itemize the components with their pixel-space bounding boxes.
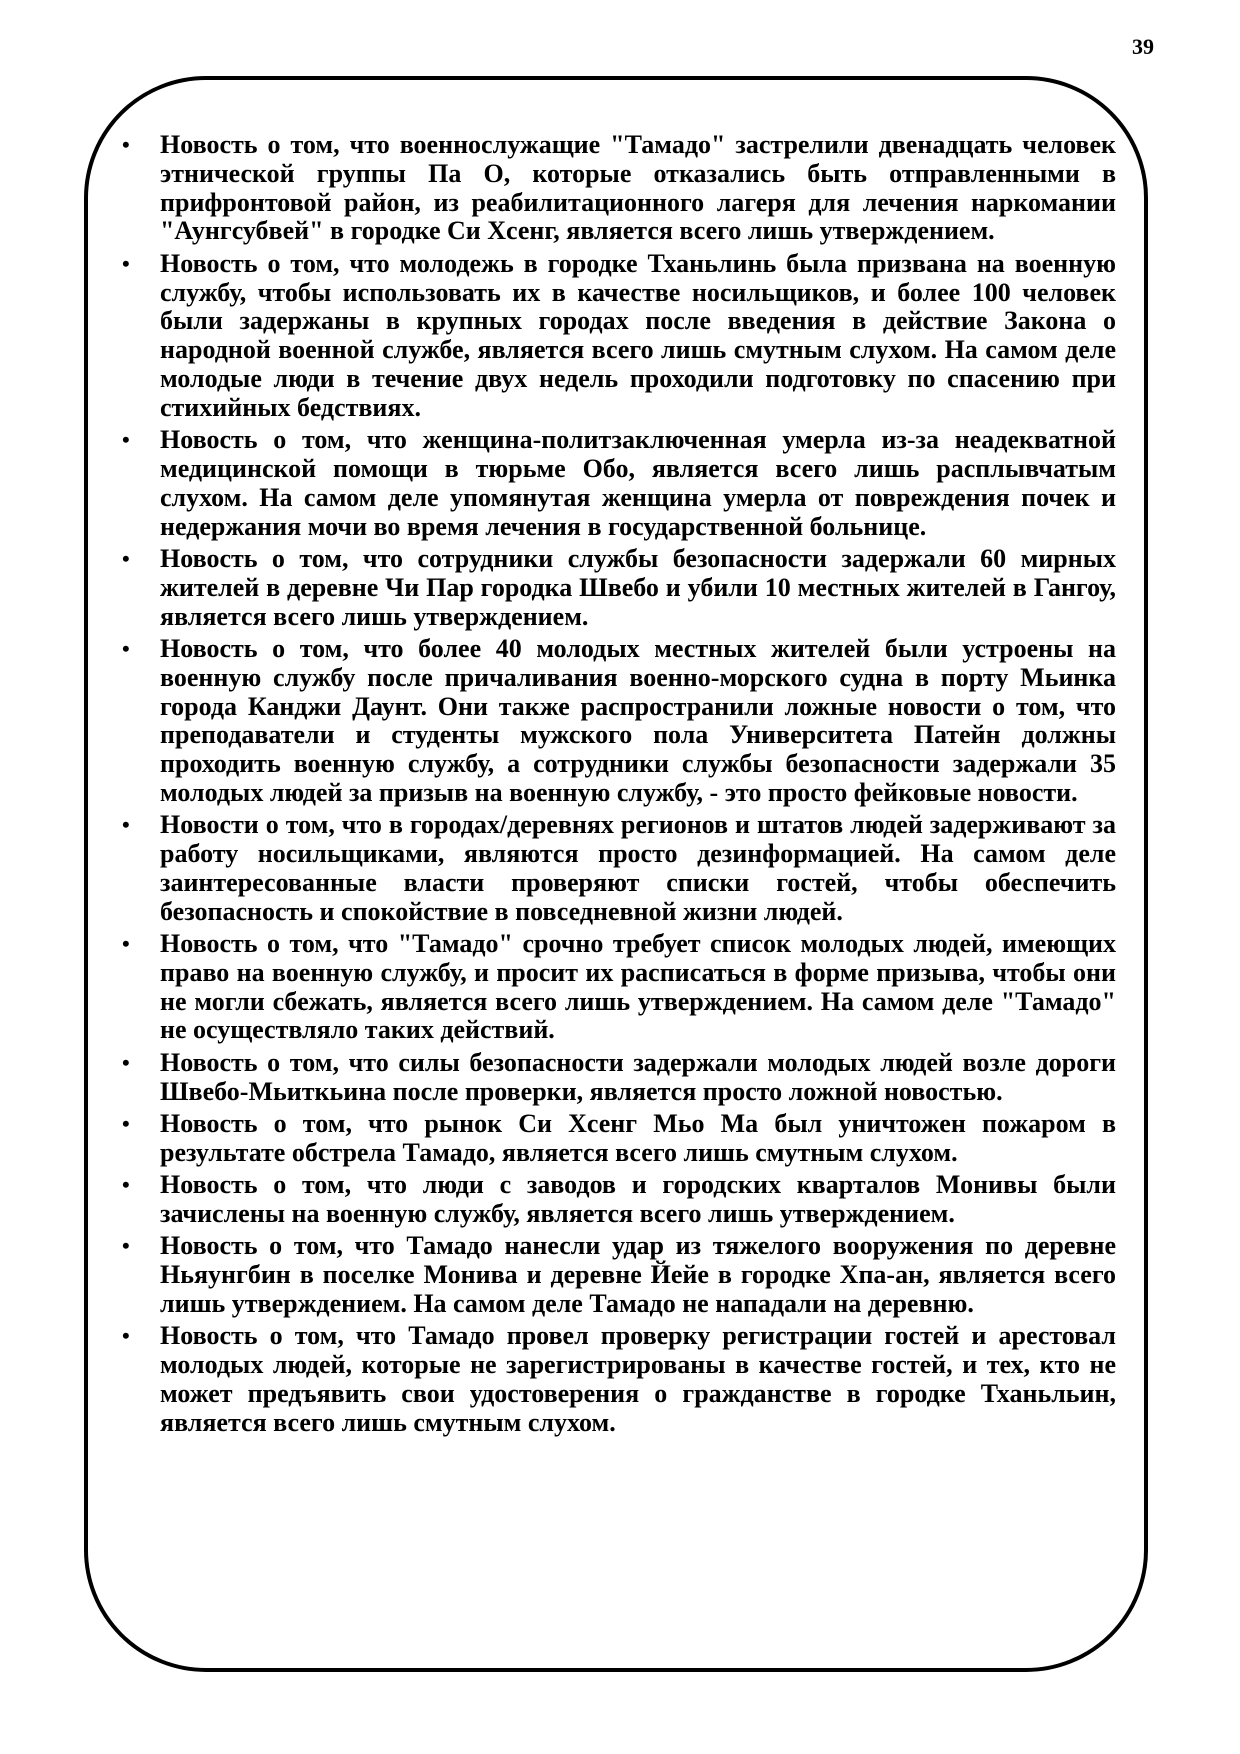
news-list bbox=[118, 131, 1116, 1441]
news-item bbox=[118, 635, 1116, 808]
bullet-icon: • bbox=[122, 931, 130, 957]
bullet-icon: • bbox=[122, 427, 130, 453]
bullet-icon: • bbox=[122, 1172, 130, 1198]
news-item bbox=[118, 131, 1116, 246]
bullet-icon: • bbox=[122, 250, 130, 276]
news-item bbox=[118, 930, 1116, 1045]
news-item bbox=[118, 545, 1116, 631]
news-item-text: Новость о том, что военнослужащие "Тамадо" застрелили двенадцать человек этнической группы Па О, которые отказались быть отправленными в прифронтовой район, из реабилитационного лагеря для лечения наркомании "Аунгсубвей" в городке Си Хсенг, является всего лишь утверждением. bbox=[160, 130, 1116, 246]
news-item bbox=[118, 1110, 1116, 1168]
news-item bbox=[118, 1322, 1116, 1437]
bullet-icon: • bbox=[122, 132, 130, 157]
news-item-text: Новость о том, что силы безопасности задержали молодых людей возле дороги Швебо-Мьиткьина после проверки, является просто ложной новостью. bbox=[160, 1047, 1116, 1106]
news-item bbox=[118, 250, 1116, 423]
news-item-text: Новость о том, что более 40 молодых местных жителей были устроены на военную службу после причаливания военно-морского судна в порту Мьинка города Канджи Даунт. Они также распространили ложные новости о том, что преподаватели и студенты мужского пола Университета Патейн должны проходить военную службу, а сотрудники службы безопасности задержали 35 молодых людей за призыв на военную службу, - это просто фейковые новости. bbox=[160, 633, 1116, 807]
bullet-icon: • bbox=[122, 1049, 130, 1075]
bullet-icon: • bbox=[122, 812, 130, 838]
news-item bbox=[118, 1049, 1116, 1107]
bullet-icon: • bbox=[122, 1111, 130, 1137]
news-item-text: Новость о том, что Тамадо нанесли удар из тяжелого вооружения по деревне Ньяунгбин в поселке Монива и деревне Йейе в городке Хпа-ан, является всего лишь утверждением. На самом деле Тамадо не нападали на деревню. bbox=[160, 1231, 1116, 1319]
bullet-icon: • bbox=[122, 545, 130, 571]
news-item-text: Новость о том, что люди с заводов и городских кварталов Монивы были зачислены на военную службу, является всего лишь утверждением. bbox=[160, 1170, 1116, 1229]
bullet-icon: • bbox=[122, 1323, 130, 1349]
news-item-text: Новость о том, что Тамадо провел проверку регистрации гостей и арестовал молодых людей, которые не зарегистрированы в качестве гостей, и тех, кто не может предъявить свои удостоверения о гражданстве в городке Тханьльин, является всего лишь смутным слухом. bbox=[160, 1321, 1116, 1437]
news-item-text: Новости о том, что в городах/деревнях регионов и штатов людей задерживают за работу носильщиками, являются просто дезинформацией. На самом деле заинтересованные власти проверяют списки гостей, чтобы обеспечить безопасность и спокойствие в повседневной жизни людей. bbox=[160, 810, 1116, 926]
page-number: 39 bbox=[1132, 34, 1154, 59]
news-item-text: Новость о том, что женщина-политзаключенная умерла из-за неадекватной медицинской помощи в тюрьме Обо, является всего лишь расплывчатым слухом. На самом деле упомянутая женщина умерла от повреждения почек и недержания мочи во время лечения в государственной больнице. bbox=[160, 425, 1116, 541]
news-item-text: Новость о том, что рынок Си Хсенг Мьо Ма был уничтожен пожаром в результате обстрела Тамадо, является всего лишь смутным слухом. bbox=[160, 1109, 1116, 1167]
news-item-text: Новость о том, что "Тамадо" срочно требует список молодых людей, имеющих право на военную службу, и просит их расписаться в форме призыва, чтобы они не могли сбежать, является всего лишь утверждением. На самом деле "Тамадо" не осуществляло таких действий. bbox=[160, 929, 1116, 1045]
news-item bbox=[118, 1232, 1116, 1318]
bullet-icon: • bbox=[122, 1233, 130, 1259]
news-item-text: Новость о том, что молодежь в городке Тханьлинь была призвана на военную службу, чтобы использовать их в качестве носильщиков, и более 100 человек были задержаны в крупных городах после введения в действие Закона о народной военной службе, является всего лишь смутным слухом. На самом деле молодые люди в течение двух недель проходили подготовку по спасению при стихийных бедствиях. bbox=[160, 248, 1116, 422]
news-item bbox=[118, 811, 1116, 926]
news-item-text: Новость о том, что сотрудники службы безопасности задержали 60 мирных жителей в деревне Чи Пар городка Швебо и убили 10 местных жителей в Гангоу, является всего лишь утверждением. bbox=[160, 543, 1116, 631]
bullet-icon: • bbox=[122, 635, 130, 661]
news-item bbox=[118, 426, 1116, 541]
news-item bbox=[118, 1171, 1116, 1229]
